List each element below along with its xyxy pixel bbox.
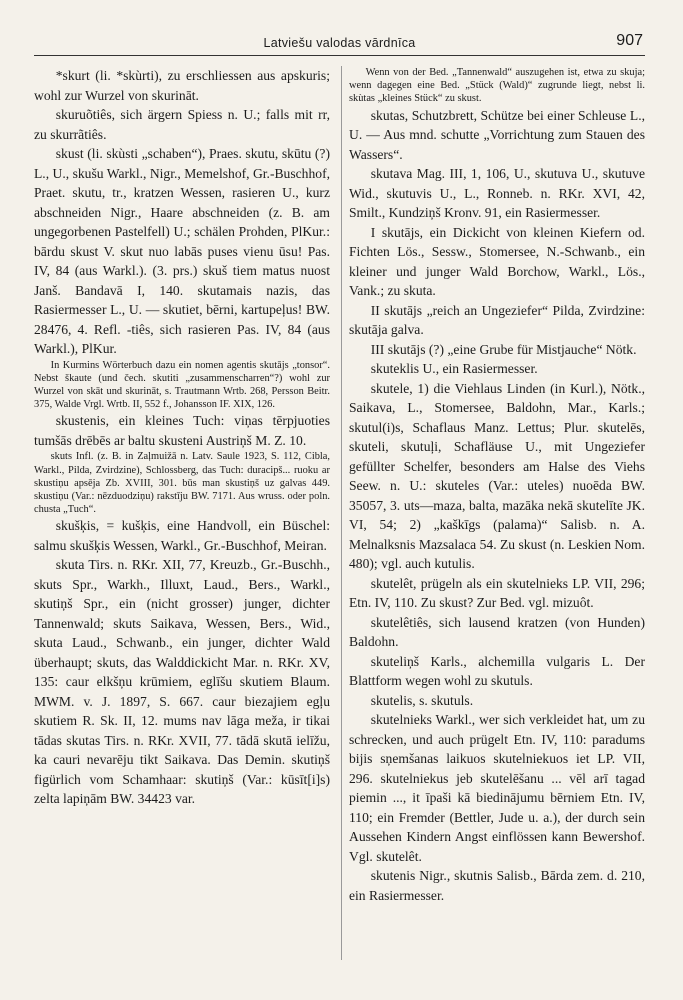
right-column bbox=[349, 66, 645, 905]
page-header bbox=[34, 30, 645, 56]
page-number: 907 bbox=[616, 32, 643, 49]
dictionary-entry: skušķis, = kušķis, eine Handvoll, ein Büschel: salmu skušķis Wessen, Warkl., Gr.-Buschhof, Meiran. bbox=[34, 518, 330, 553]
dictionary-entry: skust (li. skùsti „schaben“), Praes. skutu, skūtu (?) L., U., skušu Warkl., Nigr., Memelshof, Gr.-Buschhof, Praet. skutu, tr., kratzen Wessen, rasieren U., kurz abschneiden Nigr., Haare abschneiden (z. B. am ungegorbenen Pastelfell) U.; schälen Prohden, PlKur.: bārdu skust V. skut nuo labās puses vienu ūsu! Pas. IV, 84 (aus Warkl.). (3. prs.) skuš tiem matus nuost Janš. Bandavā I, 140. skutamais nazis, das Rasiermesser L., U. — skutiet, bērni, kartupeļus! BW. 28476, 4. Refl. -tiês, sich rasieren Pas. IV, 84 (aus Warkl.), PlKur. bbox=[34, 146, 330, 356]
dictionary-entry: skuteliņš Karls., alchemilla vulgaris L. Der Blattform wegen wohl zu skutuls. bbox=[349, 653, 645, 689]
running-title: Latviešu valodas vārdnīca bbox=[263, 36, 416, 50]
dictionary-entry: skutava Mag. III, 1, 106, U., skutuva U., skutuve Wid., skutuvis U., L., Ronneb. n. RKr. XVI, 42, Smilt., Kundziņš Kronv. 91, ein Rasiermesser. bbox=[349, 166, 645, 221]
dictionary-entry: skutenis Nigr., skutnis Salisb., Bārda zem. d. 210, ein Rasiermesser. bbox=[349, 868, 645, 903]
dictionary-entry: II skutājs „reich an Ungeziefer“ Pilda, Zvirdzine: skutāja galva. bbox=[349, 302, 645, 338]
dictionary-entry: III skutājs (?) „eine Grube für Mistjauche“ Nötk. bbox=[370, 341, 637, 357]
column-divider bbox=[341, 66, 342, 960]
header-rule bbox=[34, 55, 645, 56]
dictionary-entry: skuruõtiês, sich ärgern Spiess n. U.; falls mit rr, zu skurrãtiês. bbox=[34, 107, 330, 142]
left-column bbox=[34, 66, 330, 809]
dictionary-entry: skuteklis U., ein Rasiermesser. bbox=[370, 361, 538, 377]
dictionary-entry: skutele, 1) die Viehlaus Linden (in Kurl.), Nötk., Saikava, L., Stomersee, Baldohn, Mar., Karls.; skutul(i)s, Schaflaus Manz. Lettus; Plur. skutelēs, skuteli, skutuļi, Schafläuse U., mit Ungeziefer gefüllter Schelfer, besonders am Halse des Viehs Seew. n. U.: skuteles (Var.: uteles) nuoēda BW. 35057, 3. uts—maza, balta, mazāka nekā skutelīte JK. VI, 54; 2) „kaškīgs (palama)“ Salisb. n. A. Melnalksnis Mazsalaca 54. Zu skust (n. Leskien Nom. 480); vgl. auch kutulis. bbox=[349, 380, 645, 572]
dictionary-entry: Wenn von der Bed. „Tannenwald“ auszugehen ist, etwa zu skuja; wenn dagegen eine Bed. „Stück (Wald)“ zugrunde liegt, nebst li. skùtas „kleines Stück“ zu skust. bbox=[349, 67, 645, 105]
dictionary-entry: skuta Tirs. n. RKr. XII, 77, Kreuzb., Gr.-Buschh., skuts Spr., Warkh., Illuxt, Laud., Bers., Warkl., skutiņš Spr., ein (nicht grosser) junger, dichter Tannenwald; skuts Saikava, Wessen, Bers., Wid., skuta Laud., Schwanb., ein junger, dichter Wald überhaupt; skuts, das Walddickicht Mar. n. RKr. XV, 135: caur elkšņu krūmiem, eglīšu skutiem Blaum. MWM. v. J. 1897, S. 667. caur biezajiem egļu skutiem R. Sk. II, 12. mums nav lāga meža, ir tikai tādas skutas Tirs. n. RKr. XVII, 77. tādā skutā ielīžu, ka cauri nevarēju tikt Saikava. Das Demin. skutiņš figürlich vom Schamhaar: skutiņš (Var.: kūsīt[i]s) zelta lapiņām BW. 34423 var. bbox=[34, 557, 330, 807]
dictionary-entry: I skutājs, ein Dickicht von kleinen Kiefern od. Fichten Lös., Sessw., Stomersee, N.-Schwanb., ein kleiner und junger Wald Borchow, Warkl., Lös., Vank.; zu skuta. bbox=[349, 224, 645, 299]
dictionary-entry: *skurt (li. *skùrti), zu erschliessen aus apskuris; wohl zur Wurzel von skurināt. bbox=[34, 68, 330, 103]
dictionary-entry: skutelis, s. skutuls. bbox=[370, 692, 474, 708]
dictionary-entry: skuts Infl. (z. B. in Zaļmuižā n. Latv. Saule 1923, S. 112, Cibla, Warkl., Pilda, Zvirdzine), Schlossberg, das Tuch: duracipš... ruoku ar skustiņu apsēja Zb. XVIII, 301. būs man skustiņš uz galvas 449. skustiņu (Var.: nēzduodziņu) rakstīju BW. 7171. Aus wruss. oder poln. chusta „Tuch“. bbox=[34, 451, 330, 516]
dictionary-entry: skutelêt, prügeln als ein skutelnieks LP. VII, 296; Etn. IV, 110. Zu skust? Zur Bed. vgl. mizuôt. bbox=[349, 575, 645, 611]
dictionary-entry: skustenis, ein kleines Tuch: viņas tērpjuoties tumšās drēbēs ar baltu skusteni Austriņš M. Z. 10. bbox=[34, 413, 330, 448]
dictionary-entry: skutelêtiês, sich lausend kratzen (von Hunden) Baldohn. bbox=[349, 614, 645, 650]
dictionary-entry: skutelnieks Warkl., wer sich verkleidet hat, um zu schrecken, und auch prügelt Etn. IV, 110: paradums bijis sņemšanas laikuos skutelniekuos iet LP. VII, 296. skutelniekus jeb skutelēšanu ... vēl arī tagad piemin ..., it īpaši kā biedinājumu bērniem Etn. IV, 110; ein Fremder (Bettler, Jude u. a.), der durch sein Aussehen Kindern Angst einflössen kann Bewershof. Vgl. skutelêt. bbox=[349, 712, 645, 864]
dictionary-entry: In Kurmins Wörterbuch dazu ein nomen agentis skutājs „tonsor“. Nebst škaute (und čech. skutiti „zusammenscharren“?) wohl zur Wurzel von skāt und skurināt, s. Trautmann Wrtb. 268, Persson Beitr. 375, Walde Vrgl. Wrtb. II, 552 f., Johansson IF. XIX, 126. bbox=[34, 359, 330, 411]
dictionary-entry: skutas, Schutzbrett, Schütze bei einer Schleuse L., U. — Aus mnd. schutte „Vorrichtung zum Stauen des Wassers“. bbox=[349, 107, 645, 162]
